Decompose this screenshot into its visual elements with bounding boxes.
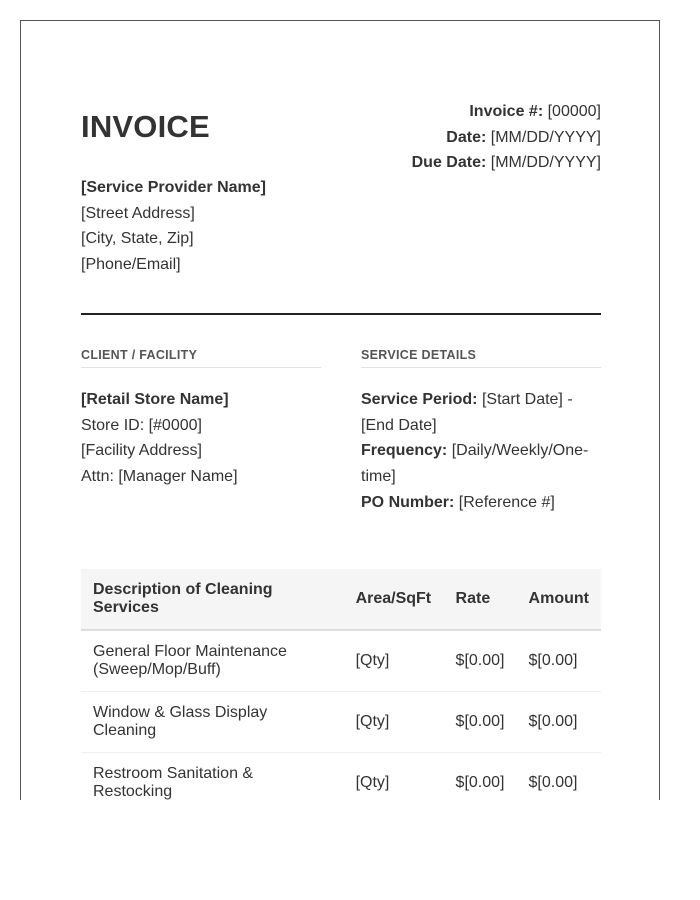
- invoice-number-line: [412, 99, 601, 125]
- service-period-line: [361, 387, 601, 438]
- service-provider-block: [81, 175, 266, 278]
- client-store-id: Store ID: [#0000]: [81, 416, 202, 434]
- invoice-due-date-line: [412, 150, 601, 176]
- po-number-value: [Reference #]: [458, 493, 555, 511]
- service-details-heading: SERVICE DETAILS: [361, 348, 601, 368]
- row-area: [Qty]: [344, 692, 444, 753]
- row-amount: $[0.00]: [517, 630, 601, 692]
- provider-city: [City, State, Zip]: [81, 230, 194, 248]
- table-row: [81, 692, 601, 753]
- client-facility-heading: CLIENT / FACILITY: [81, 348, 321, 368]
- invoice-number-value: [00000]: [547, 103, 601, 120]
- provider-name: [Service Provider Name]: [81, 179, 266, 196]
- table-row: [81, 753, 601, 801]
- row-rate: $[0.00]: [444, 753, 517, 801]
- client-store-name: [Retail Store Name]: [81, 391, 229, 408]
- row-rate: $[0.00]: [444, 692, 517, 753]
- row-amount: $[0.00]: [517, 692, 601, 753]
- client-details: [81, 387, 321, 490]
- service-details-section: [361, 348, 601, 516]
- client-facility-section: [81, 348, 321, 490]
- row-rate: $[0.00]: [444, 630, 517, 692]
- header-description: Description of Cleaning Services: [81, 569, 344, 630]
- table-header-row: [81, 569, 601, 630]
- service-period-label: Service Period:: [361, 391, 478, 408]
- row-amount: $[0.00]: [517, 753, 601, 801]
- row-description: Restroom Sanitation & Restocking: [81, 753, 344, 801]
- invoice-title: INVOICE: [81, 109, 210, 144]
- service-frequency-value: [Daily/Weekly/One-time]: [361, 442, 589, 486]
- invoice-meta: [412, 99, 601, 176]
- service-frequency-line: [361, 438, 601, 489]
- invoice-date-line: [412, 125, 601, 151]
- invoice-page: [20, 20, 660, 800]
- header-rate: Rate: [444, 569, 517, 630]
- header-amount: Amount: [517, 569, 601, 630]
- service-frequency-label: Frequency:: [361, 442, 448, 460]
- invoice-number-label: Invoice #:: [469, 103, 544, 120]
- row-area: [Qty]: [344, 630, 444, 692]
- header-area: Area/SqFt: [344, 569, 444, 630]
- invoice-due-date-label: Due Date:: [411, 154, 487, 171]
- client-address: [Facility Address]: [81, 442, 202, 460]
- provider-street: [Street Address]: [81, 204, 195, 222]
- invoice-date-value: [MM/DD/YYYY]: [490, 128, 601, 146]
- row-description: General Floor Maintenance (Sweep/Mop/Buff): [81, 630, 344, 692]
- service-period-value: [Start Date] - [End Date]: [361, 391, 573, 434]
- row-area: [Qty]: [344, 753, 444, 801]
- header-divider: [81, 313, 601, 315]
- invoice-date-label: Date:: [446, 128, 487, 146]
- line-items-table: [81, 569, 601, 800]
- provider-contact: [Phone/Email]: [81, 256, 181, 274]
- po-number-label: PO Number:: [361, 493, 455, 511]
- row-description: Window & Glass Display Cleaning: [81, 692, 344, 753]
- service-details: [361, 387, 601, 516]
- table-row: [81, 630, 601, 692]
- invoice-due-date-value: [MM/DD/YYYY]: [490, 154, 601, 171]
- client-attn: Attn: [Manager Name]: [81, 468, 238, 486]
- po-number-line: [361, 490, 601, 516]
